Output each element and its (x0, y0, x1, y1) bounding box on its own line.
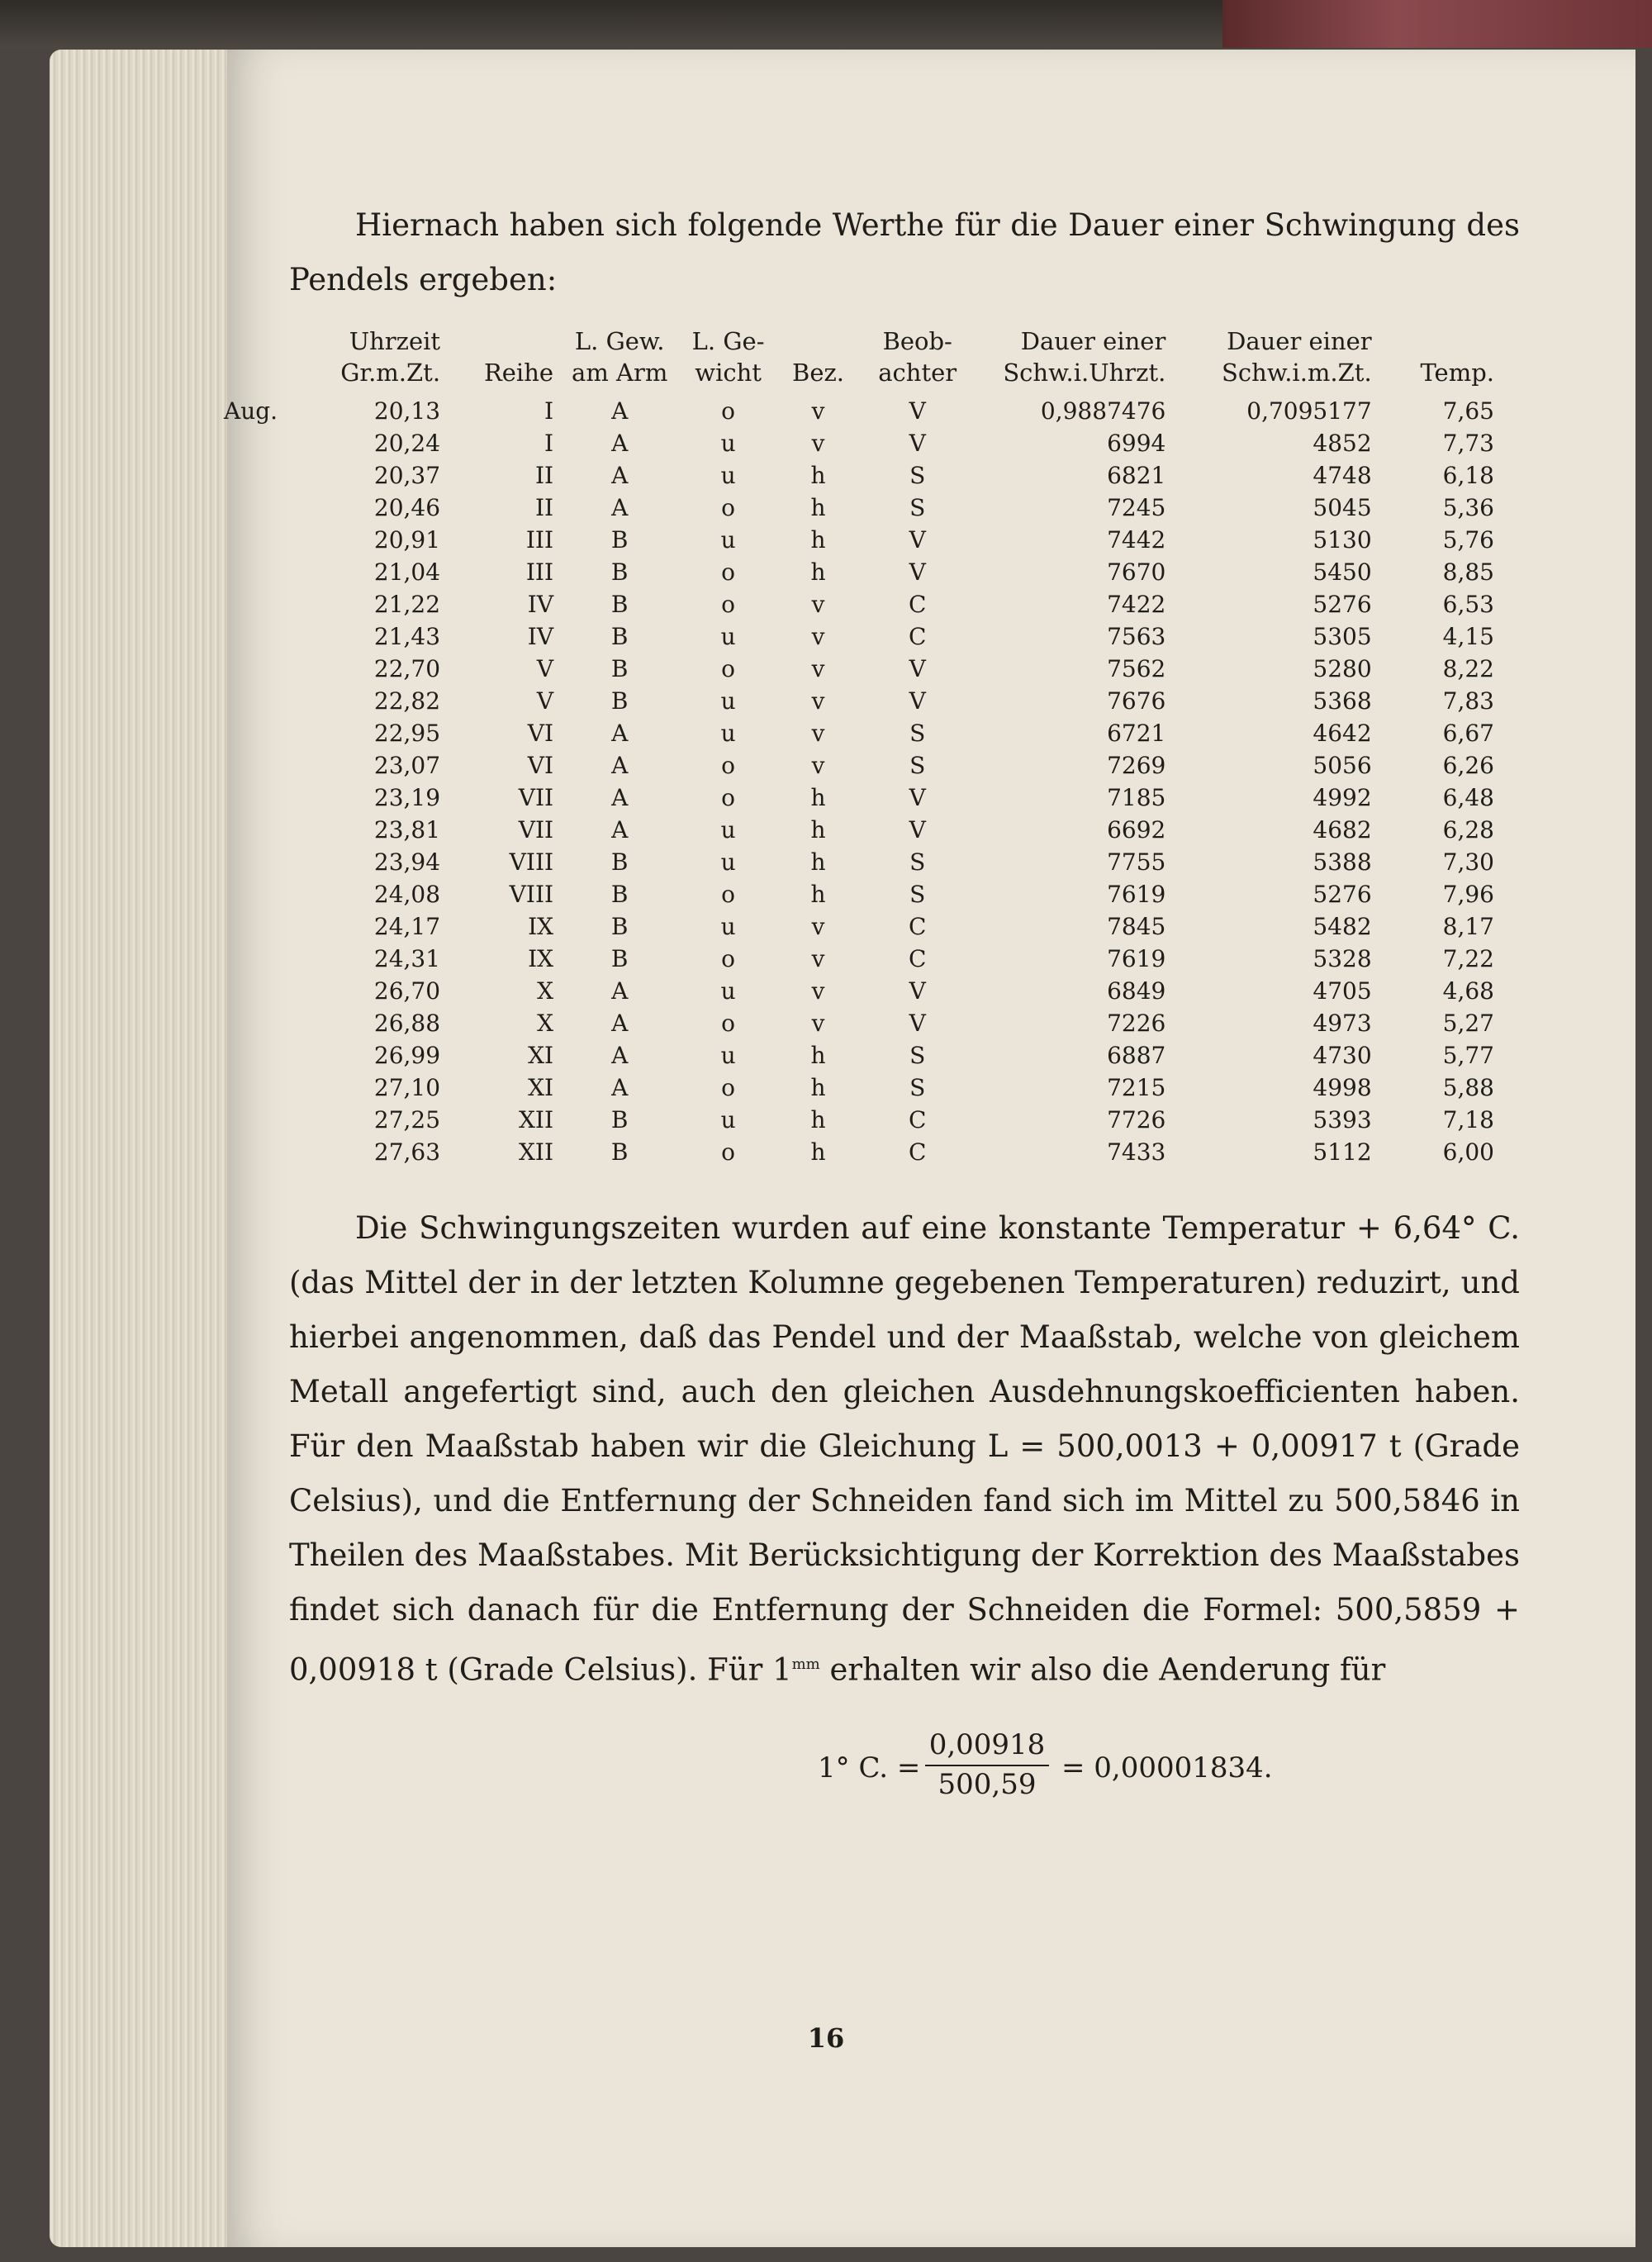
header-beobachter: Beob- achter (878, 327, 957, 387)
cell-time: 26,88 (373, 1010, 441, 1037)
cell-dauer-mittel: 5280 (1313, 655, 1372, 682)
table-row (219, 1136, 1499, 1168)
cell-time: 20,91 (373, 526, 441, 554)
cell-reihe: VII (518, 816, 554, 843)
cell-temp: 7,30 (1442, 848, 1494, 876)
body-paragraph: Die Schwingungszeiten wurden auf eine konstante Temperatur + 6,64° C. (das Mittel der in der letzten Kolumne gegebenen Temperaturen) reduzirt, und hierbei angenommen, daß das Pendel und der Maaßstab, welche von gleichem Metall angefertigt sind, auch den gleichen Ausdehnungskoefficienten haben. Für den Maaßstab haben wir die Gleichung L = 500,0013 + 0,00917 t (Grade Celsius), und die Entfernung der Schneiden fand sich im Mittel zu 500,5846 in Theilen des Maaßstabes. Mit Berücksichtigung der Korrektion des Maaßstabes findet sich danach für die Entfernung der Schneiden die Formel: 500,5859 + 0,00918 t (Grade Celsius). Für $1^{mm}$ erhalten wir also die Aenderung für (289, 1210, 1520, 1688)
cell-dauer-mittel: 5393 (1313, 1106, 1372, 1133)
cell-gewicht-arm: A (611, 977, 629, 1005)
cell-beobachter: S (909, 462, 926, 489)
cell-dauer-uhrzeit: 7269 (1107, 752, 1166, 779)
cell-gewicht-arm: B (610, 881, 629, 908)
cell-bez: h (810, 784, 826, 811)
cell-month (219, 717, 314, 749)
cell-dauer-mittel: 5388 (1313, 848, 1372, 876)
cell-dauer-mittel: 5482 (1313, 913, 1372, 940)
cell-gewicht-arm: A (611, 1074, 629, 1101)
cell-dauer-mittel: 4998 (1313, 1074, 1372, 1101)
cell-dauer-mittel: 5130 (1313, 526, 1372, 554)
cell-month (219, 1104, 314, 1136)
cell-gewicht-arm: B (610, 945, 629, 972)
cell-dauer-mittel: 5368 (1313, 687, 1372, 715)
cell-gewicht: o (721, 945, 736, 972)
cell-time: 26,70 (373, 977, 441, 1005)
cell-gewicht: u (720, 848, 736, 876)
cell-gewicht: o (721, 1010, 736, 1037)
cell-temp: 8,17 (1442, 913, 1494, 940)
cell-gewicht: u (720, 687, 736, 715)
cell-beobachter: V (909, 784, 926, 811)
cell-temp: 6,26 (1442, 752, 1494, 779)
cell-dauer-mittel: 4992 (1313, 784, 1372, 811)
cell-temp: 7,83 (1442, 687, 1494, 715)
cell-beobachter: V (909, 397, 926, 425)
cell-dauer-uhrzeit: 6821 (1107, 462, 1166, 489)
cell-reihe: II (534, 494, 554, 521)
cell-temp: 6,28 (1442, 816, 1494, 843)
cell-bez: h (810, 848, 826, 876)
cell-time: 20,24 (373, 430, 441, 457)
cell-temp: 5,27 (1442, 1010, 1494, 1037)
cell-dauer-uhrzeit: 6721 (1107, 720, 1166, 747)
cell-gewicht: o (721, 558, 736, 586)
cell-bez: h (810, 816, 826, 843)
cell-beobachter: V (909, 1010, 926, 1037)
cell-dauer-uhrzeit: 7226 (1107, 1010, 1166, 1037)
cell-bez: h (810, 881, 826, 908)
cell-reihe: X (537, 977, 554, 1005)
cell-gewicht-arm: B (610, 591, 629, 618)
cell-beobachter: S (909, 1042, 926, 1069)
cell-beobachter: S (909, 494, 926, 521)
cell-dauer-uhrzeit: 0,9887476 (1040, 397, 1166, 425)
cell-temp: 6,48 (1442, 784, 1494, 811)
table-row (219, 717, 1499, 749)
cell-bez: h (810, 1074, 826, 1101)
cell-gewicht: u (720, 526, 736, 554)
formula-fraction (925, 1727, 1049, 1803)
table-row (219, 427, 1499, 459)
cell-month (219, 782, 314, 814)
cell-time: 20,46 (373, 494, 441, 521)
cell-beobachter: C (908, 945, 927, 972)
table-row (219, 782, 1499, 814)
cell-gewicht: u (720, 430, 736, 457)
cell-beobachter: V (909, 687, 926, 715)
cell-bez: h (810, 526, 826, 554)
cell-month (219, 1007, 314, 1039)
cell-temp: 8,22 (1442, 655, 1494, 682)
header-bez: Bez. (792, 359, 845, 387)
cell-gewicht: o (721, 655, 736, 682)
cell-dauer-uhrzeit: 7619 (1107, 881, 1166, 908)
cell-month (219, 878, 314, 910)
cell-time: 26,99 (373, 1042, 441, 1069)
cell-reihe: X (537, 1010, 554, 1037)
cell-time: 21,22 (373, 591, 441, 618)
cell-month (219, 1039, 314, 1072)
cell-dauer-uhrzeit: 7562 (1107, 655, 1166, 682)
cell-dauer-mittel: 4973 (1313, 1010, 1372, 1037)
cell-temp: 7,96 (1442, 881, 1494, 908)
table-row (219, 1039, 1499, 1072)
cell-month (219, 975, 314, 1007)
table-row (219, 846, 1499, 878)
header-temp: Temp. (1420, 359, 1494, 387)
cell-gewicht: o (721, 494, 736, 521)
cell-beobachter: C (908, 1138, 927, 1166)
cell-time: 21,04 (373, 558, 441, 586)
cell-time: 24,17 (373, 913, 441, 940)
cell-dauer-mittel: 5305 (1313, 623, 1372, 650)
cell-gewicht-arm: A (611, 720, 629, 747)
table-body (219, 395, 1499, 1168)
table-row (219, 492, 1499, 524)
table-row (219, 1072, 1499, 1104)
cell-dauer-mittel: 4705 (1313, 977, 1372, 1005)
cell-reihe: VII (518, 784, 554, 811)
cell-dauer-uhrzeit: 7215 (1107, 1074, 1166, 1101)
cell-gewicht-arm: A (611, 1042, 629, 1069)
cell-gewicht: u (720, 720, 736, 747)
cell-month (219, 524, 314, 556)
cell-reihe: IX (528, 913, 554, 940)
cell-beobachter: C (908, 1106, 927, 1133)
cell-gewicht: u (720, 977, 736, 1005)
table-row (219, 975, 1499, 1007)
cell-gewicht-arm: B (610, 558, 629, 586)
cell-dauer-mittel: 5276 (1313, 881, 1372, 908)
cell-month (219, 1136, 314, 1168)
table-row (219, 814, 1499, 846)
cell-month (219, 749, 314, 782)
cell-gewicht-arm: B (610, 848, 629, 876)
cell-temp: 5,88 (1442, 1074, 1494, 1101)
cell-bez: v (811, 397, 825, 425)
header-dauer-uhrzeit: Dauer einer Schw.i.Uhrzt. (1003, 327, 1166, 387)
cell-reihe: XII (519, 1106, 554, 1133)
cell-reihe: VIII (509, 881, 554, 908)
cell-beobachter: S (909, 720, 926, 747)
cell-dauer-uhrzeit: 6994 (1107, 430, 1166, 457)
formula-denominator: 500,59 (938, 1768, 1037, 1802)
cell-reihe: V (536, 687, 554, 715)
page-content (224, 198, 1520, 1818)
cell-month (219, 427, 314, 459)
cell-temp: 6,67 (1442, 720, 1494, 747)
cell-gewicht: o (721, 784, 736, 811)
cell-dauer-mittel: 4730 (1313, 1042, 1372, 1069)
cell-gewicht: o (721, 591, 736, 618)
cell-dauer-mittel: 4748 (1313, 462, 1372, 489)
cell-beobachter: V (909, 558, 926, 586)
cell-gewicht: u (720, 1042, 736, 1069)
cell-gewicht: o (721, 397, 736, 425)
cell-temp: 7,65 (1442, 397, 1494, 425)
cell-dauer-uhrzeit: 7563 (1107, 623, 1166, 650)
cell-reihe: VI (527, 720, 554, 747)
cell-beobachter: V (909, 816, 926, 843)
cell-reihe: V (536, 655, 554, 682)
cell-dauer-uhrzeit: 6887 (1107, 1042, 1166, 1069)
page-number: 16 (807, 2022, 845, 2054)
cell-month (219, 556, 314, 588)
cell-dauer-mittel: 0,7095177 (1246, 397, 1372, 425)
cell-month (219, 620, 314, 653)
header-dauer-mittel: Dauer einer Schw.i.m.Zt. (1222, 327, 1372, 387)
cell-beobachter: C (908, 623, 927, 650)
cell-bez: v (811, 655, 825, 682)
cell-temp: 5,36 (1442, 494, 1494, 521)
table-row (219, 1104, 1499, 1136)
cell-dauer-mittel: 4642 (1313, 720, 1372, 747)
cell-dauer-uhrzeit: 7676 (1107, 687, 1166, 715)
cell-gewicht-arm: B (610, 1138, 629, 1166)
cell-dauer-uhrzeit: 7433 (1107, 1138, 1166, 1166)
intro-paragraph: Hiernach haben sich folgende Werthe für die Dauer einer Schwingung des Pendels ergeben: (289, 207, 1520, 297)
cell-temp: 5,77 (1442, 1042, 1494, 1069)
cell-gewicht: u (720, 623, 736, 650)
table-row (219, 749, 1499, 782)
table-row (219, 588, 1499, 620)
cell-bez: h (810, 1138, 826, 1166)
cell-bez: h (810, 494, 826, 521)
cell-time: 22,82 (373, 687, 441, 715)
cell-dauer-mittel: 5450 (1313, 558, 1372, 586)
cell-time: 21,43 (373, 623, 441, 650)
cell-beobachter: V (909, 655, 926, 682)
table-row (219, 1007, 1499, 1039)
cell-time: 23,19 (373, 784, 441, 811)
cell-gewicht-arm: B (610, 687, 629, 715)
cell-dauer-mittel: 4682 (1313, 816, 1372, 843)
cell-time: 22,95 (373, 720, 441, 747)
cell-reihe: III (525, 526, 554, 554)
cell-temp: 6,53 (1442, 591, 1494, 618)
cell-bez: h (810, 462, 826, 489)
cell-bez: v (811, 913, 825, 940)
cell-gewicht-arm: B (610, 1106, 629, 1133)
cell-beobachter: S (909, 1074, 926, 1101)
cell-time: 23,07 (373, 752, 441, 779)
cell-time: 23,81 (373, 816, 441, 843)
cell-dauer-mittel: 5112 (1313, 1138, 1372, 1166)
cell-bez: v (811, 623, 825, 650)
cell-time: 23,94 (373, 848, 441, 876)
cell-temp: 6,00 (1442, 1138, 1494, 1166)
cell-temp: 8,85 (1442, 558, 1494, 586)
cell-gewicht-arm: A (611, 397, 629, 425)
cell-time: 24,31 (373, 945, 441, 972)
cell-dauer-uhrzeit: 7185 (1107, 784, 1166, 811)
cell-reihe: I (544, 397, 554, 425)
cell-bez: v (811, 752, 825, 779)
cell-month (219, 685, 314, 717)
cell-time: 27,63 (373, 1138, 441, 1166)
formula-numerator: 0,00918 (925, 1727, 1049, 1766)
cell-dauer-uhrzeit: 7755 (1107, 848, 1166, 876)
header-time: Uhrzeit Gr.m.Zt. (340, 327, 441, 387)
table-row (219, 685, 1499, 717)
cell-gewicht-arm: B (610, 623, 629, 650)
cell-month: Aug. (224, 397, 278, 425)
cell-bez: v (811, 1010, 825, 1037)
cell-gewicht-arm: B (610, 526, 629, 554)
cell-gewicht-arm: A (611, 494, 629, 521)
cell-month (219, 1072, 314, 1104)
cell-dauer-uhrzeit: 6692 (1107, 816, 1166, 843)
cell-gewicht-arm: A (611, 1010, 629, 1037)
cell-beobachter: S (909, 752, 926, 779)
cell-reihe: XI (528, 1042, 554, 1069)
cell-month (219, 492, 314, 524)
cell-gewicht: o (721, 881, 736, 908)
cell-temp: 7,73 (1442, 430, 1494, 457)
cell-temp: 4,68 (1442, 977, 1494, 1005)
cell-gewicht: u (720, 816, 736, 843)
cell-temp: 6,18 (1442, 462, 1494, 489)
cell-dauer-mittel: 5328 (1313, 945, 1372, 972)
cell-gewicht-arm: A (611, 752, 629, 779)
cell-gewicht-arm: B (610, 655, 629, 682)
cell-gewicht: o (721, 1138, 736, 1166)
cell-temp: 7,18 (1442, 1106, 1494, 1133)
header-gewicht-arm: L. Gew. am Arm (572, 327, 668, 387)
cell-time: 27,10 (373, 1074, 441, 1101)
cell-dauer-uhrzeit: 7726 (1107, 1106, 1166, 1133)
cell-dauer-uhrzeit: 7845 (1107, 913, 1166, 940)
cell-dauer-mittel: 5056 (1313, 752, 1372, 779)
cell-bez: h (810, 1106, 826, 1133)
cell-time: 24,08 (373, 881, 441, 908)
cell-time: 22,70 (373, 655, 441, 682)
cell-reihe: IX (528, 945, 554, 972)
table-row (219, 556, 1499, 588)
cell-month (219, 910, 314, 943)
formula (289, 1727, 1520, 1818)
table-row (219, 459, 1499, 492)
cell-bez: h (810, 558, 826, 586)
cell-gewicht: u (720, 462, 736, 489)
cell-bez: v (811, 945, 825, 972)
cell-gewicht: u (720, 1106, 736, 1133)
table-row (219, 620, 1499, 653)
table-row (219, 524, 1499, 556)
cell-beobachter: C (908, 913, 927, 940)
cell-beobachter: S (909, 848, 926, 876)
cell-dauer-mittel: 5276 (1313, 591, 1372, 618)
pendulum-table (219, 326, 1499, 1168)
cell-gewicht-arm: A (611, 784, 629, 811)
cell-beobachter: V (909, 430, 926, 457)
cell-reihe: VIII (509, 848, 554, 876)
cell-dauer-mittel: 5045 (1313, 494, 1372, 521)
cell-beobachter: S (909, 881, 926, 908)
cell-gewicht: o (721, 752, 736, 779)
table-row (219, 395, 1499, 427)
table-row (219, 943, 1499, 975)
cell-gewicht: o (721, 1074, 736, 1101)
cell-dauer-uhrzeit: 6849 (1107, 977, 1166, 1005)
cell-beobachter: V (909, 977, 926, 1005)
table-row (219, 653, 1499, 685)
table-row (219, 878, 1499, 910)
cell-beobachter: V (909, 526, 926, 554)
cell-reihe: XII (519, 1138, 554, 1166)
cell-beobachter: C (908, 591, 927, 618)
cell-month (219, 459, 314, 492)
cell-dauer-uhrzeit: 7619 (1107, 945, 1166, 972)
cell-dauer-uhrzeit: 7422 (1107, 591, 1166, 618)
cell-reihe: IV (527, 623, 554, 650)
cell-reihe: IV (527, 591, 554, 618)
unit-mm: mm (791, 1656, 820, 1673)
cell-reihe: VI (527, 752, 554, 779)
cell-month (219, 846, 314, 878)
cell-reihe: XI (528, 1074, 554, 1101)
cell-month (219, 943, 314, 975)
cell-dauer-uhrzeit: 7670 (1107, 558, 1166, 586)
cell-bez: h (810, 1042, 826, 1069)
cell-month (219, 588, 314, 620)
cell-dauer-uhrzeit: 7442 (1107, 526, 1166, 554)
cell-month (219, 653, 314, 685)
cell-time: 20,13 (373, 397, 441, 425)
cell-reihe: III (525, 558, 554, 586)
cell-gewicht: u (720, 913, 736, 940)
cell-bez: v (811, 720, 825, 747)
book-cover-edge (1222, 0, 1652, 48)
formula-rhs: = 0,00001834. (1061, 1751, 1273, 1785)
formula-lhs: 1° C. = (818, 1751, 921, 1785)
cell-temp: 7,22 (1442, 945, 1494, 972)
header-gewicht: L. Ge- wicht (691, 327, 765, 387)
cell-dauer-mittel: 4852 (1313, 430, 1372, 457)
cell-gewicht-arm: B (610, 913, 629, 940)
cell-time: 20,37 (373, 462, 441, 489)
cell-bez: v (811, 977, 825, 1005)
page-edges (50, 50, 240, 2247)
cell-bez: v (811, 430, 825, 457)
table-header-row (219, 326, 1499, 395)
header-reihe: Reihe (483, 359, 554, 387)
cell-temp: 4,15 (1442, 623, 1494, 650)
cell-reihe: I (544, 430, 554, 457)
cell-time: 27,25 (373, 1106, 441, 1133)
cell-gewicht-arm: A (611, 462, 629, 489)
cell-dauer-uhrzeit: 7245 (1107, 494, 1166, 521)
cell-reihe: II (534, 462, 554, 489)
cell-gewicht-arm: A (611, 816, 629, 843)
cell-bez: v (811, 687, 825, 715)
cell-gewicht-arm: A (611, 430, 629, 457)
cell-bez: v (811, 591, 825, 618)
cell-temp: 5,76 (1442, 526, 1494, 554)
table-row (219, 910, 1499, 943)
cell-month (219, 814, 314, 846)
